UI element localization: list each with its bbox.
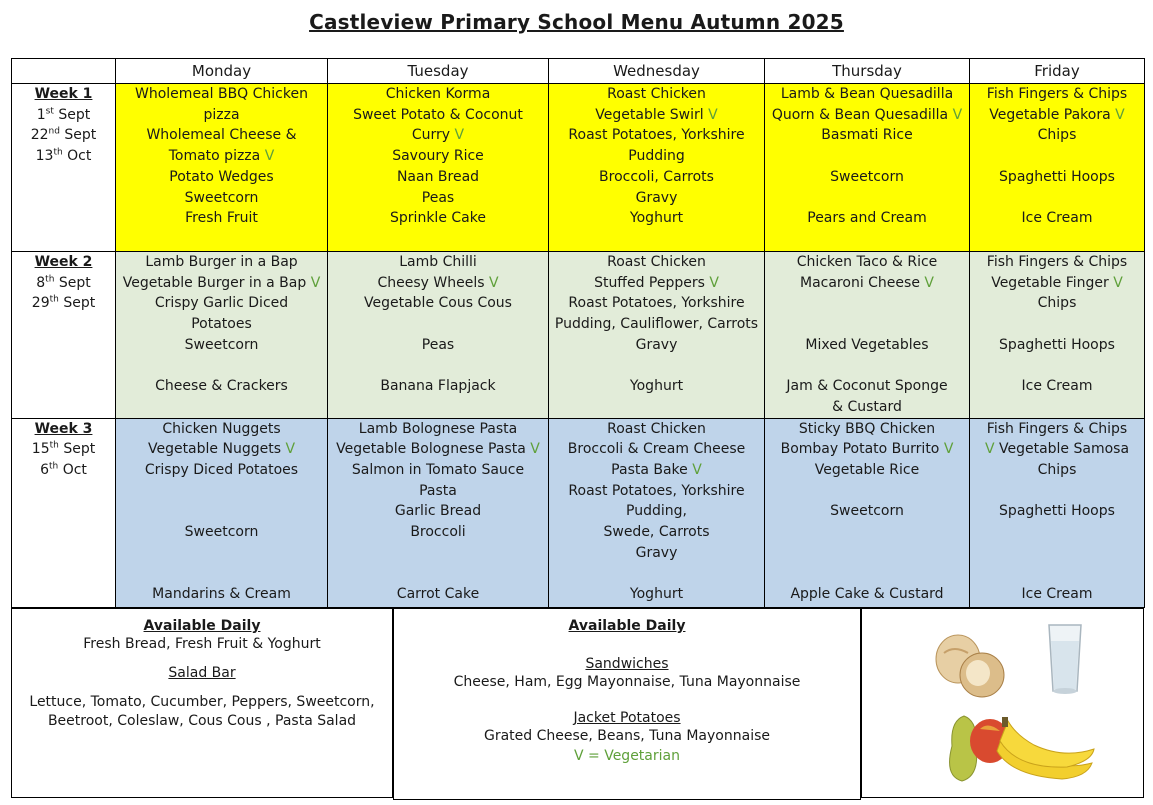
menu-spacer <box>118 564 325 585</box>
menu-item: Yoghurt <box>629 210 684 227</box>
menu-item <box>551 273 762 294</box>
menu-item-text: Tomato pizza <box>168 148 265 165</box>
menu-item: Jam & Coconut Sponge <box>786 378 948 395</box>
menu-item: Lamb & Bean Quesadilla <box>780 86 954 102</box>
menu-item: Lamb Chilli <box>399 254 477 270</box>
menu-item: Broccoli, Carrots <box>599 168 714 185</box>
menu-item: Ice Cream <box>1021 586 1093 603</box>
menu-item: Roast Potatoes, Yorkshire <box>568 127 745 144</box>
week-date <box>14 273 113 294</box>
week-3-thursday-cell <box>765 418 970 607</box>
menu-item <box>767 105 967 126</box>
menu-spacer <box>767 481 967 502</box>
week-2-row <box>12 252 1145 419</box>
menu-item: Fish Fingers & Chips <box>986 254 1128 270</box>
date-suffix: th <box>49 294 59 305</box>
menu-item: Vegetable Cous Cous <box>364 295 512 312</box>
week-1-monday-cell <box>116 84 328 252</box>
week-1-wednesday-cell <box>549 84 765 252</box>
salad-bar-line-1: Lettuce, Tomato, Cucumber, Peppers, Sweetcorn, <box>29 694 375 710</box>
week-1-tuesday-cell <box>328 84 549 252</box>
menu-item-text: Quorn & Bean Quesadilla <box>771 106 953 123</box>
menu-item: Spaghetti Hoops <box>999 168 1115 185</box>
menu-item-text: Vegetable Pakora <box>989 106 1116 123</box>
menu-item: Chicken Korma <box>385 86 491 102</box>
menu-item: Banana Flapjack <box>380 378 496 395</box>
menu-spacer <box>330 314 546 335</box>
menu-item: Naan Bread <box>396 168 480 185</box>
menu-item: Pudding, <box>626 503 687 520</box>
week-1-friday-cell <box>970 84 1145 252</box>
menu-item: Ice Cream <box>1021 378 1093 395</box>
menu-item <box>118 273 325 294</box>
sandwiches-heading: Sandwiches <box>585 656 669 672</box>
salad-bar-line-2: Beetroot, Coleslaw, Cous Cous , Pasta Salad <box>47 713 357 729</box>
vegetarian-mark: V <box>454 127 465 144</box>
week-2-monday-cell <box>116 252 328 419</box>
week-1-thursday-cell <box>765 84 970 252</box>
menu-item: Apple Cake & Custard <box>790 586 944 603</box>
menu-item: Sprinkle Cake <box>390 210 486 227</box>
vegetarian-key: V = Vegetarian <box>574 748 680 764</box>
date-day: 1 <box>36 106 46 123</box>
vegetarian-mark: V <box>530 441 540 458</box>
menu-spacer <box>767 543 967 564</box>
menu-item <box>767 439 967 460</box>
date-month: Oct <box>67 148 92 165</box>
daily-middle-box <box>393 608 861 800</box>
menu-spacer <box>972 356 1142 377</box>
menu-item: Fresh Fruit <box>185 210 258 227</box>
vegetarian-mark: V <box>952 106 963 123</box>
menu-item: Chicken Taco & Rice <box>796 254 938 270</box>
week-date <box>14 293 113 314</box>
week-2-wednesday-cell <box>549 252 765 419</box>
vegetarian-mark: V <box>264 148 275 165</box>
menu-item-text: Macaroni Cheese <box>800 274 925 291</box>
date-suffix: th <box>49 461 59 472</box>
menu-spacer <box>767 356 967 377</box>
day-header-monday: Monday <box>116 59 328 84</box>
date-day: 15 <box>31 441 50 458</box>
menu-spacer <box>551 356 762 377</box>
date-month: Sept <box>58 106 91 123</box>
week-1-row <box>12 84 1145 252</box>
menu-item: Basmati Rice <box>821 127 913 144</box>
bread-rolls-image <box>930 623 1010 703</box>
jacket-potatoes-line: Grated Cheese, Beans, Tuna Mayonnaise <box>483 728 770 744</box>
menu-item: Crispy Diced Potatoes <box>144 462 299 479</box>
menu-item: Sweetcorn <box>184 336 259 353</box>
menu-spacer <box>118 501 325 522</box>
daily-middle-heading: Available Daily <box>568 618 686 634</box>
menu-title: Castleview Primary School Menu Autumn 2025 <box>309 10 844 34</box>
vegetarian-mark: V <box>709 274 719 291</box>
menu-item: Salmon in Tomato Sauce <box>351 462 525 479</box>
menu-spacer <box>767 188 967 209</box>
menu-item-text: Vegetable Burger in a Bap <box>122 274 311 291</box>
vegetarian-mark: V <box>488 274 499 291</box>
menu-spacer <box>767 314 967 335</box>
menu-item: Garlic Bread <box>394 503 482 520</box>
menu-item-text: Stuffed Peppers <box>594 274 710 291</box>
week-date <box>14 460 113 481</box>
sandwiches-line: Cheese, Ham, Egg Mayonnaise, Tuna Mayonnaise <box>453 674 801 690</box>
menu-spacer <box>767 293 967 314</box>
menu-item: Cheese & Crackers <box>155 378 288 395</box>
menu-spacer <box>767 146 967 167</box>
menu-item <box>972 439 1142 460</box>
menu-item: Pudding, Cauliflower, Carrots <box>554 316 759 333</box>
vegetarian-mark: V <box>285 441 296 458</box>
menu-item <box>118 146 325 167</box>
week-label: Week 1 <box>34 86 93 102</box>
menu-spacer <box>330 543 546 564</box>
daily-left-line: Fresh Bread, Fresh Fruit & Yoghurt <box>83 636 321 652</box>
menu-item <box>118 439 325 460</box>
menu-item: Potato Wedges <box>169 168 274 185</box>
menu-item: Chips <box>1037 462 1077 479</box>
menu-item-text: Vegetable Swirl <box>595 106 709 123</box>
menu-item: Yoghurt <box>629 586 684 603</box>
menu-item: Chips <box>1037 295 1077 312</box>
menu-spacer <box>551 564 762 585</box>
menu-item: Broccoli <box>410 524 466 541</box>
menu-item-text: Curry <box>411 127 455 144</box>
corner-cell <box>12 59 116 84</box>
date-suffix: st <box>45 106 54 117</box>
menu-item: Vegetable Rice <box>814 462 920 479</box>
menu-item: Sweetcorn <box>184 524 259 541</box>
week-date <box>14 105 113 126</box>
menu-item: Ice Cream <box>1021 210 1093 227</box>
date-day: 6 <box>40 462 49 479</box>
menu-item: Chips <box>1037 127 1077 144</box>
menu-spacer <box>118 356 325 377</box>
menu-item: Roast Chicken <box>607 420 706 437</box>
menu-item <box>551 460 762 481</box>
menu-item: Yoghurt <box>629 378 684 395</box>
menu-item: Spaghetti Hoops <box>999 336 1115 353</box>
week-label: Week 2 <box>34 254 93 270</box>
menu-item: Chicken Nuggets <box>162 420 281 437</box>
day-header-thursday: Thursday <box>765 59 970 84</box>
week-date <box>14 125 113 146</box>
menu-item <box>972 273 1142 294</box>
menu-item: Wholemeal BBQ Chicken <box>135 86 308 102</box>
menu-item: Crispy Garlic Diced <box>154 295 289 312</box>
date-day: 22 <box>30 127 49 144</box>
menu-item <box>330 273 546 294</box>
date-day: 13 <box>35 148 54 165</box>
date-month: Sept <box>63 295 96 312</box>
menu-spacer <box>972 146 1142 167</box>
week-2-tuesday-cell <box>328 252 549 419</box>
menu-spacer <box>972 481 1142 502</box>
week-date <box>14 146 113 167</box>
daily-left-box <box>11 608 393 798</box>
menu-item: Gravy <box>635 189 678 206</box>
glass-of-water-image <box>1045 621 1085 696</box>
vegetarian-mark: V <box>1115 106 1125 123</box>
vegetarian-mark: V <box>1113 274 1123 291</box>
menu-item: Lamb Burger in a Bap <box>145 254 298 270</box>
menu-item: Fish Fingers & Chips <box>986 86 1128 102</box>
menu-item: Sticky BBQ Chicken <box>798 420 936 437</box>
week-3-friday-cell <box>970 418 1145 607</box>
menu-item <box>767 273 967 294</box>
menu-item: Spaghetti Hoops <box>999 503 1115 520</box>
vegetarian-mark: V <box>984 441 999 458</box>
menu-spacer <box>972 522 1142 543</box>
week-3-tuesday-cell <box>328 418 549 607</box>
menu-item: Broccoli & Cream Cheese <box>567 441 746 458</box>
header-row <box>12 59 1145 84</box>
week-3-label-cell <box>12 418 116 607</box>
week-3-wednesday-cell <box>549 418 765 607</box>
menu-spacer <box>330 564 546 585</box>
date-suffix: th <box>53 147 63 158</box>
vegetarian-mark: V <box>943 441 954 458</box>
menu-item: Mixed Vegetables <box>805 336 929 353</box>
menu-item: Lamb Bolognese Pasta <box>358 420 518 437</box>
date-month: Sept <box>64 127 97 144</box>
fruit-image <box>942 701 1102 791</box>
week-2-thursday-cell <box>765 252 970 419</box>
week-3-monday-cell <box>116 418 328 607</box>
date-suffix: nd <box>48 126 60 137</box>
date-month: Sept <box>58 274 91 291</box>
menu-item-text: Bombay Potato Burrito <box>780 441 944 458</box>
menu-table <box>11 58 1145 608</box>
jacket-potatoes-heading: Jacket Potatoes <box>573 710 681 726</box>
week-date <box>14 439 113 460</box>
menu-spacer <box>972 188 1142 209</box>
menu-item-text: Vegetable Samosa <box>998 441 1130 458</box>
menu-item: Gravy <box>635 336 678 353</box>
menu-spacer <box>972 543 1142 564</box>
menu-spacer <box>972 564 1142 585</box>
menu-item: Roast Potatoes, Yorkshire <box>568 482 745 499</box>
vegetarian-mark: V <box>692 462 702 479</box>
menu-spacer <box>767 564 967 585</box>
menu-spacer <box>972 314 1142 335</box>
menu-item-text: Vegetable Finger <box>991 274 1114 291</box>
menu-item: Sweet Potato & Coconut <box>353 106 523 123</box>
week-2-label-cell <box>12 252 116 419</box>
menu-item: Roast Chicken <box>607 86 706 102</box>
menu-item: Peas <box>421 336 455 353</box>
menu-item: Roast Potatoes, Yorkshire <box>568 295 745 312</box>
date-day: 29 <box>31 295 50 312</box>
menu-item: & Custard <box>832 398 902 415</box>
menu-item: Pudding <box>628 148 685 165</box>
menu-item <box>330 439 546 460</box>
menu-item: Gravy <box>635 544 678 561</box>
menu-spacer <box>330 356 546 377</box>
menu-item: Peas <box>421 189 455 206</box>
date-day: 8 <box>36 274 46 291</box>
menu-item <box>551 105 762 126</box>
week-label: Week 3 <box>34 420 93 437</box>
day-header-wednesday: Wednesday <box>549 59 765 84</box>
menu-item: Sweetcorn <box>830 503 904 520</box>
menu-item: Sweetcorn <box>830 168 904 185</box>
menu-item: Mandarins & Cream <box>152 586 291 603</box>
date-suffix: th <box>49 440 59 451</box>
week-1-label-cell <box>12 84 116 252</box>
week-3-row <box>12 418 1145 607</box>
menu-item: Carrot Cake <box>396 586 480 603</box>
menu-item-text: Cheesy Wheels <box>377 274 489 291</box>
date-month: Oct <box>62 462 87 479</box>
menu-item: Fish Fingers & Chips <box>986 420 1128 437</box>
menu-item: Pears and Cream <box>807 210 927 227</box>
menu-spacer <box>118 481 325 502</box>
date-month: Sept <box>63 441 96 458</box>
menu-item: pizza <box>203 106 240 123</box>
week-2-friday-cell <box>970 252 1145 419</box>
menu-item-text: Vegetable Bolognese Pasta <box>336 441 531 458</box>
menu-item: Swede, Carrots <box>603 524 710 541</box>
day-header-tuesday: Tuesday <box>328 59 549 84</box>
menu-item <box>972 105 1142 126</box>
salad-bar-heading: Salad Bar <box>168 665 236 681</box>
vegetarian-mark: V <box>310 274 321 291</box>
menu-item: Sweetcorn <box>184 189 259 206</box>
menu-item-text: Pasta Bake <box>611 462 693 479</box>
day-header-friday: Friday <box>970 59 1145 84</box>
daily-left-heading: Available Daily <box>143 618 261 634</box>
menu-item: Potatoes <box>191 316 252 333</box>
date-suffix: th <box>45 274 55 285</box>
menu-item: Roast Chicken <box>607 254 706 270</box>
menu-item: Savoury Rice <box>392 148 484 165</box>
menu-item: Pasta <box>419 482 457 499</box>
menu-spacer <box>118 543 325 564</box>
vegetarian-mark: V <box>924 274 934 291</box>
menu-item: Wholemeal Cheese & <box>146 127 297 144</box>
menu-item-text: Vegetable Nuggets <box>147 441 286 458</box>
menu-item <box>330 125 546 146</box>
vegetarian-mark: V <box>708 106 718 123</box>
food-image-box <box>861 608 1144 798</box>
menu-spacer <box>767 522 967 543</box>
